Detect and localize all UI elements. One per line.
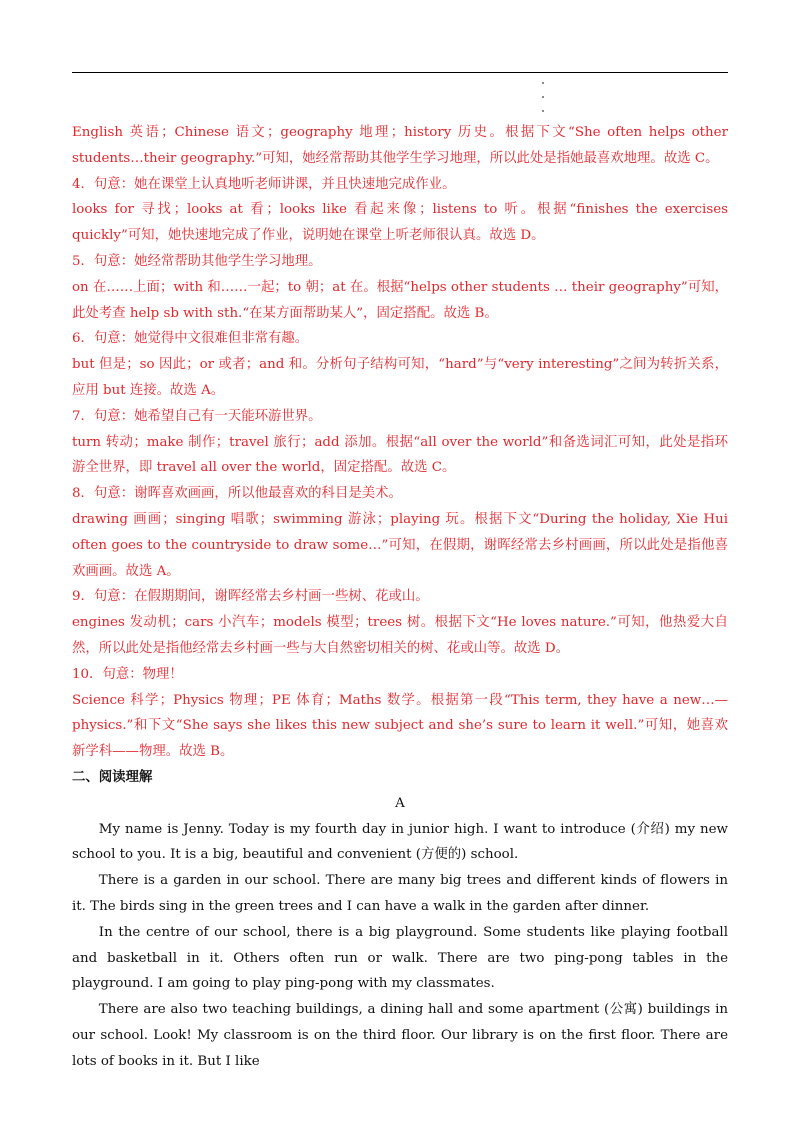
explanation-paragraph: turn 转动；make 制作；travel 旅行；add 添加。根据“all over the world”和备选词汇可知，此处是指环游全世界，即 travel all over the world，固定搭配。故选 C。 — [72, 434, 728, 476]
explanation-paragraph: 4．句意：她在课堂上认真地听老师讲课，并且快速地完成作业。 — [72, 176, 456, 192]
section-title: 二、阅读理解 — [72, 768, 153, 785]
explanation-paragraph: but 但是；so 因此；or 或者；and 和。分析句子结构可知，“hard”与“very interesting”之间为转折关系，应用 but 连接。故选 A。 — [72, 357, 728, 398]
header-rule — [72, 72, 728, 73]
explanation-paragraph: 6．句意：她觉得中文很难但非常有趣。 — [72, 331, 309, 347]
explanation-paragraph: English 英语；Chinese 语文；geography 地理；history 历史。根据下文“She often helps other students…their geography.”可知，她经常帮助其他学生学习地理，所以此处是指她最喜欢地理。故选 C。 — [72, 125, 728, 166]
explanation-paragraph: Science 科学；Physics 物理；PE 体育；Maths 数学。根据第一段“This term, they have a new…—physics.”和下文“She says she likes this new subject and she’s sure to learn it well.”可知，她喜欢新学科——物理。故选 B。 — [72, 692, 728, 760]
explanation-paragraph: drawing 画画；singing 唱歌；swimming 游泳；playing 玩。根据下文“During the holiday, Xie Hui often goes to the countryside to draw some…”可知，在假期，谢晖经常去乡村画画，所以此处是指他喜欢画画。故选 A。 — [72, 511, 728, 579]
margin-dots — [542, 82, 546, 124]
passage-paragraph: My name is Jenny. Today is my fourth day in junior high. I want to introduce (介绍) my new school to you. It is a big, beautiful and convenient (方便的) school. — [72, 821, 728, 863]
explanation-paragraph: 7．句意：她希望自己有一天能环游世界。 — [72, 408, 322, 424]
page-content — [72, 120, 728, 1074]
passage-label: A — [395, 795, 405, 811]
explanation-paragraph: 5．句意：她经常帮助其他学生学习地理。 — [72, 253, 322, 269]
explanation-paragraph: engines 发动机；cars 小汽车；models 模型；trees 树。根据下文“He loves nature.”可知，他热爱大自然，所以此处是指他经常去乡村画一些与大自然密切相关的树、花或山等。故选 D。 — [72, 615, 728, 656]
passage-paragraph: There is a garden in our school. There are many big trees and different kinds of flowers in it. The birds sing in the green trees and I can have a walk in the garden after dinner. — [72, 873, 728, 914]
explanation-paragraph: on 在……上面；with 和……一起；to 朝；at 在。根据“helps other students … their geography”可知，此处考查 help sb with sth.“在某方面帮助某人”，固定搭配。故选 B。 — [72, 279, 728, 321]
explanation-paragraph: 8．句意：谢晖喜欢画画，所以他最喜欢的科目是美术。 — [72, 486, 402, 502]
explanation-paragraph: looks for 寻找；looks at 看；looks like 看起来像；listens to 听。根据“finishes the exercises quickly”可知，她快速地完成了作业，说明她在课堂上听老师很认真。故选 D。 — [72, 202, 728, 244]
explanation-paragraph: 10．句意：物理！ — [72, 666, 183, 682]
passage-paragraph: In the centre of our school, there is a big playground. Some students like playing football and basketball in it. Others often run or walk. There are two ping-pong tables in the playground. I am going to play ping-pong with my classmates. — [72, 924, 728, 992]
explanation-paragraph: 9．句意：在假期期间，谢晖经常去乡村画一些树、花或山。 — [72, 589, 429, 605]
passage-paragraph: There are also two teaching buildings, a dining hall and some apartment (公寓) buildings in our school. Look! My classroom is on the third floor. Our library is on the first floor. There are lots of books in it. But I like — [72, 1002, 728, 1069]
